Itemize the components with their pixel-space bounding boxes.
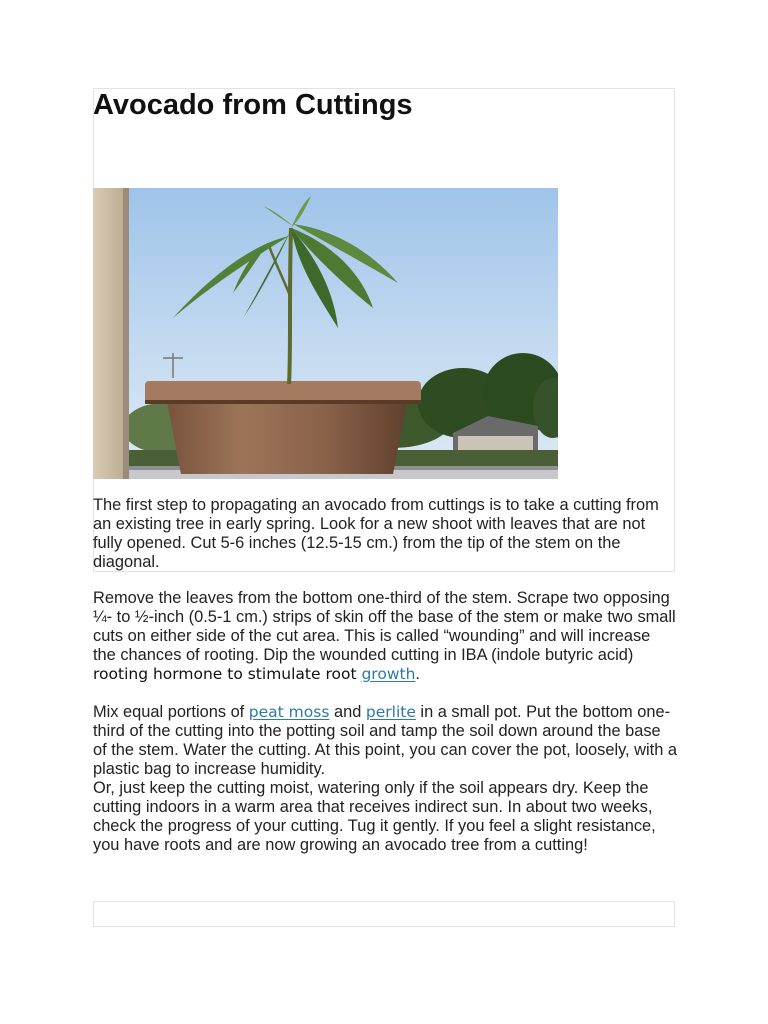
paragraph-step-two-text: Remove the leaves from the bottom one-third of the stem. Scrape two opposing ¼- to ½-inch (0.5-1 cm.) strips of skin off the base of the stem or make two small cuts on either side of the cut area. This is called “wounding” and will increase the chances of rooting. Dip the wounded cutting in IBA (indole butyric acid) <box>93 589 676 664</box>
growth-link[interactable]: growth <box>361 665 416 683</box>
rooting-hormone-text: rooting hormone to stimulate root <box>93 665 362 683</box>
paragraph-step-two-end: . <box>415 665 420 683</box>
paragraph-step-three-start: Mix equal portions of <box>93 703 249 721</box>
perlite-link[interactable]: perlite <box>365 703 416 721</box>
peat-moss-link[interactable]: peat moss <box>248 703 330 721</box>
paragraph-step-four: Or, just keep the cutting moist, watering only if the soil appears dry. Keep the cutting indoors in a warm area that receives indirect sun. In about two weeks, check the progress of your cutting. Tug it gently. If you feel a slight resistance, you have roots and are now growing an avocado tree from a cutting! <box>93 779 656 854</box>
avocado-plant-photo <box>93 188 558 479</box>
paragraph-step-three-rest: in a small pot. Put the bottom one-third of the cutting into the potting soil and tamp the soil down around the base of the stem. Water the cutting. At this point, you can cover the pot, loosely, with a plastic bag to increase humidity. <box>93 703 677 778</box>
paragraph-step-three <box>93 703 677 779</box>
paragraph-step-two <box>93 589 677 684</box>
paragraph-step-three-and: and <box>329 703 366 721</box>
bottom-frame <box>93 901 675 927</box>
paragraph-step-one: The first step to propagating an avocado from cuttings is to take a cutting from an existing tree in early spring. Look for a new shoot with leaves that are not fully opened. Cut 5-6 inches (12.5-15 cm.) from the tip of the stem on the diagonal. <box>93 496 659 571</box>
page-title: Avocado from Cuttings <box>93 89 413 121</box>
